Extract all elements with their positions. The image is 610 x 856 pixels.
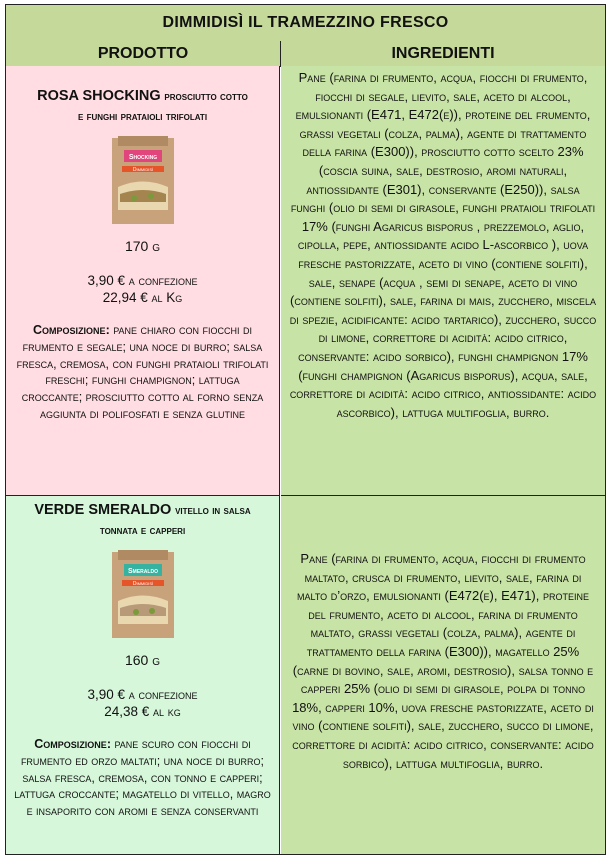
prices-rosa — [14, 272, 271, 306]
product-package-image-verde — [106, 546, 180, 640]
prices-verde — [14, 686, 271, 720]
price-confezione-rosa: 3,90 € a confezione — [87, 273, 198, 288]
price-kg-verde: 24,38 € al kg — [104, 704, 181, 719]
table-title: DIMMIDISÌ IL TRAMEZZINO FRESCO — [6, 5, 605, 42]
composition-rosa: Composizione: pane chiaro con fiocchi di frumento e segale; una noce di burro; salsa fresca, cremosa, con funghi prataioli trifolati freschi; funghi champignon; lattuga croccante; prosciutto cotto al forno senza aggiunta di polifosfati e senza glutine — [16, 323, 269, 421]
svg-text:Smeraldo: Smeraldo — [127, 568, 158, 575]
product-table — [5, 4, 606, 855]
header-ingredients: INGREDIENTI — [281, 41, 605, 67]
price-kg-rosa: 22,94 € al Kg — [102, 290, 183, 305]
svg-text:Dimmidisì: Dimmidisì — [132, 581, 153, 587]
product-name-verde: VERDE SMERALDO vitello in salsa tonnata e capperi — [34, 502, 251, 537]
ingredients-rosa: Pane (farina di frumento, acqua, fiocchi di frumento, fiocchi di segale, lievito, sale, aceto di alcool, emulsionanti (E471, E472(e)), proteine del frumento, grassi vegetali (colza, palma), agente di trattamento della farina (E300)), prosciutto cotto scelto 23% (coscia suina, sale, destrosio, aromi naturali, antiossidante (E301), conservante (E250)), salsa funghi (olio di semi di girasole, funghi prataioli trifolati 17% (funghi Agaricus bisporus , prezzemolo, aglio, cipolla, pepe, antiossidante acido L-ascorbico ), uova fresche pastorizzate, aceto di vino (contiene solfiti), sale, senape (acqua , semi di senape, aceto di vino (contiene solfiti), sale, farina di mais, zucchero, miscela di spezie, acidificante: acido tartarico), zucchero, succo di limone, correttore di acidità: acido citrico, conservante: acido sorbico), funghi champignon 17% (funghi champignon (Agaricus bisporus), acqua, sale, correttore di acidità: acido citrico, antiossidante: acido ascorbico), lattuga multifoglia, burro. — [281, 66, 605, 496]
svg-text:Shocking: Shocking — [128, 154, 157, 161]
weight-rosa: 170 g — [124, 238, 161, 254]
price-confezione-verde: 3,90 € a confezione — [87, 687, 198, 702]
header-product: PRODOTTO — [6, 41, 281, 67]
product-package-image-rosa — [106, 132, 180, 226]
svg-text:Dimmidisì: Dimmidisì — [132, 167, 153, 173]
ingredients-verde: Pane (farina di frumento, acqua, fiocchi di frumento maltato, crusca di frumento, lievito, sale, farina di malto d’orzo, emulsionanti (E472(e), E471), proteine del frumento, aceto di alcool, farina di frumento maltato, grassi vegetali (colza, palma), agente di trattamento della farina (E300)), magatello 25% (carne di bovino, sale, aromi, destrosio), salsa tonno e capperi 25% (olio di semi di girasole, polpa di tonno 18%, capperi 10%, uova fresche pastorizzate, aceto di vino (contiene solfiti), sale, zucchero, succo di limone, correttore di acidità: acido citrico, conservante: acido sorbico), lattuga multifoglia, burro. — [281, 496, 605, 854]
product-cell-verde — [6, 496, 280, 854]
product-cell-rosa — [6, 66, 280, 496]
composition-verde: Composizione: pane scuro con fiocchi di frumento ed orzo maltati; una noce di burro; salsa fresca, cremosa, con tonno e capperi; lattuga croccante; magatello di vitello, magro e insaporito con aromi e senza conservanti — [14, 737, 271, 819]
weight-verde: 160 g — [124, 652, 161, 668]
product-name-rosa: ROSA SHOCKING prosciutto cotto e funghi prataioli trifolati — [37, 88, 248, 123]
